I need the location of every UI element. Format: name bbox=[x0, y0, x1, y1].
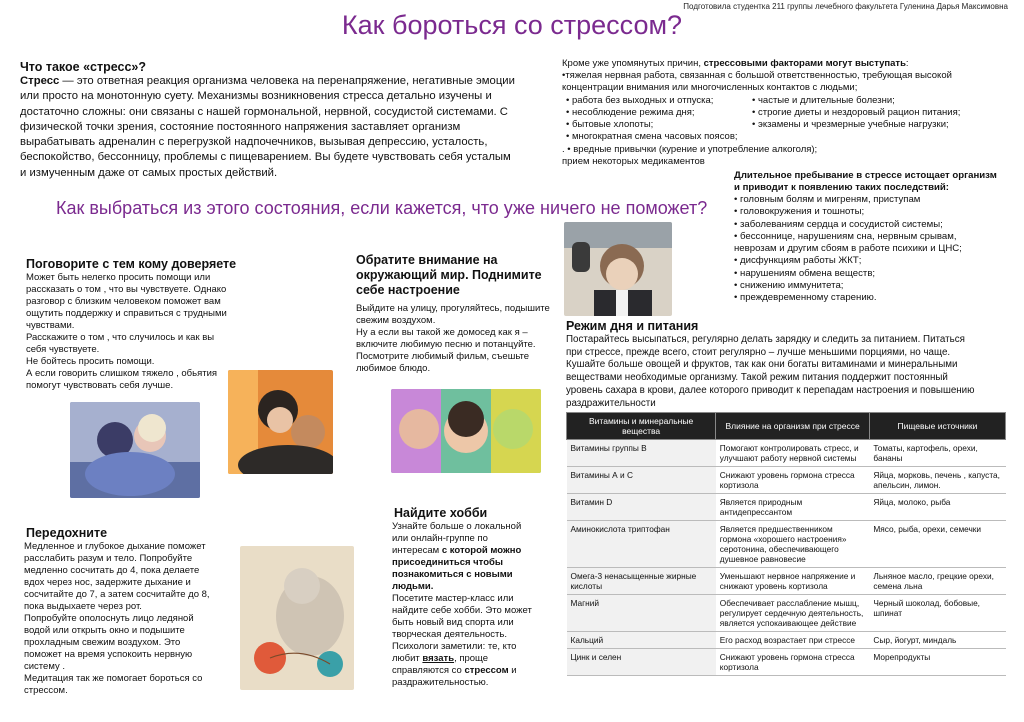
factors-col1 bbox=[566, 95, 756, 143]
table-row bbox=[567, 568, 1006, 595]
table-cell: Его расход возрастает при стрессе bbox=[716, 632, 870, 649]
table-cell: Обеспечивает расслабление мышц, регулирует сердечную деятельность, является успокаивающее действие bbox=[716, 595, 870, 632]
studio-photo-illustration bbox=[564, 222, 672, 316]
table-cell: Томаты, картофель, орехи, бананы bbox=[869, 440, 1005, 467]
studio-photo bbox=[564, 222, 672, 316]
consequence-item: • головным болям и мигреням, приступам bbox=[734, 194, 921, 205]
table-row bbox=[567, 440, 1006, 467]
hobby-text1-bold: с которой можно присоединиться чтобы познакомиться с новыми людьми. bbox=[392, 545, 522, 592]
consequence-item: • заболеваниям сердца и сосудистой системы; bbox=[734, 218, 943, 230]
factors-intro-bold: стрессовыми факторами могут выступать bbox=[703, 58, 906, 69]
hobby-text1: Узнайте больше о локальной или онлайн-группе по интересам bbox=[392, 521, 522, 556]
credit-line: Подготовила студентка 211 группы лечебного факультета Гуленина Дарья Максимовна bbox=[683, 2, 1008, 11]
talk-text: Может быть нелегко просить помощи или рассказать о том , что вы чувствуете. Однако разговор с близким человеком поможет вам ощутить поддержку и справиться с трудными чувствами. Расскажите о том , что случилось и как вы себя чувствуете. Не бойтесь просить помощи. А если говорить слишком тяжело , обьятия помогут чувствовать себя лучше. bbox=[26, 272, 227, 391]
factors-col2 bbox=[752, 95, 982, 131]
what-is-text bbox=[20, 74, 520, 181]
table-cell: Витамины А и С bbox=[567, 467, 716, 494]
stress-term: Стресс bbox=[20, 75, 60, 87]
factor-item: • экзамены и чрезмерные учебные нагрузки; bbox=[752, 119, 949, 130]
factor-item: • частые и длительные болезни; bbox=[752, 95, 895, 106]
consequence-item: • снижению иммунитета; bbox=[734, 280, 844, 292]
table-cell: Яйца, молоко, рыба bbox=[869, 494, 1005, 521]
routine-heading: Режим дня и питания bbox=[566, 319, 699, 333]
hug-photo-2-illustration bbox=[228, 370, 333, 474]
consequence-item: • преждевременному старению. bbox=[734, 292, 877, 304]
consequences-list bbox=[734, 194, 984, 305]
factors-last bbox=[562, 144, 962, 168]
consequence-item: • бессоннице, нарушениям сна, нервным срывам, неврозам и другим сбоям в работе психики и ЦНС; bbox=[734, 230, 962, 255]
consequence-item: • нарушениям обмена веществ; bbox=[734, 267, 876, 279]
table-header-cell: Витамины и минеральные вещества bbox=[567, 413, 716, 440]
hobby-heading: Найдите хобби bbox=[394, 506, 488, 520]
table-cell: Витамины группы В bbox=[567, 440, 716, 467]
table-cell: Омега-3 ненасыщенные жирные кислоты bbox=[567, 568, 716, 595]
table-row bbox=[567, 494, 1006, 521]
hug-photo-1 bbox=[70, 402, 200, 498]
factors-last1: . • вредные привычки (курение и употребление алкоголя); bbox=[562, 144, 818, 155]
hobby-text: Узнайте больше о локальной или онлайн-группе по интересам с которой можно присоединиться чтобы познакомиться с новыми людьми. Посетите мастер-класс или найдите себе хобби. Это может быть новый вид спорта или творческая деятельность. Психологи заметили: те, кто любит вязать, проще справляются со стрессом и раздражительностью. bbox=[392, 521, 532, 688]
page-title: Как бороться со стрессом? bbox=[341, 10, 683, 40]
routine-text: Постарайтесь высыпаться, регулярно делать зарядку и следить за питанием. Питаться при стрессе, прежде всего, стоит регулярно – лучше меньшими порциями, но чаще. Кушайте больше овощей и фруктов, так как они богаты витаминами и минеральными веществами необходимые организму. Такой режим питания поддержит постоянный уровень сахара в крови, далее которого приводит к перепадам настроения и повышению раздражительности bbox=[566, 334, 975, 409]
cat-painting bbox=[240, 546, 354, 690]
table-cell: Является предшественником гормона «хорошего настроения» серотонина, обеспечивающего душевное равновесие bbox=[716, 521, 870, 568]
rest-heading: Передохните bbox=[26, 526, 108, 540]
subtitle: Как выбраться из этого состояния, если кажется, что уже ничего не поможет? bbox=[56, 198, 708, 218]
table-cell: Магний bbox=[567, 595, 716, 632]
factors-last2: прием некоторых медикаментов bbox=[562, 156, 705, 167]
talk-heading: Поговорите с тем кому доверяете bbox=[26, 257, 237, 271]
colorful-photo-illustration bbox=[391, 389, 541, 473]
table-row bbox=[567, 521, 1006, 568]
table-cell: Кальций bbox=[567, 632, 716, 649]
table-cell: Сыр, йогурт, миндаль bbox=[869, 632, 1005, 649]
table-cell: Цинк и селен bbox=[567, 649, 716, 676]
table-cell: Морепродукты bbox=[869, 649, 1005, 676]
table-row bbox=[567, 467, 1006, 494]
factor-item: • многократная смена часовых поясов; bbox=[566, 131, 738, 142]
table-cell: Снижают уровень гормона стресса кортизола bbox=[716, 467, 870, 494]
table-cell: Льняное масло, грецкие орехи, семена льна bbox=[869, 568, 1005, 595]
table-cell: Витамин D bbox=[567, 494, 716, 521]
table-cell: Снижают уровень гормона стресса кортизола bbox=[716, 649, 870, 676]
table-cell: Яйца, морковь, печень , капуста, апельсин, лимон. bbox=[869, 467, 1005, 494]
factors-first: •тяжелая нервная работа, связанная с большой ответственностью, требующая высокой концентрации внимания или многочисленных контактов с людьми; bbox=[562, 70, 952, 93]
table-cell: Помогают контролировать стресс, и улучшают работу нервной системы bbox=[716, 440, 870, 467]
table-cell: Является природным антидепрессантом bbox=[716, 494, 870, 521]
table-row bbox=[567, 649, 1006, 676]
table-cell: Мясо, рыба, орехи, семечки bbox=[869, 521, 1005, 568]
factor-item: • работа без выходных и отпуска; bbox=[566, 95, 714, 106]
cat-painting-illustration bbox=[240, 546, 354, 690]
hobby-text2: Посетите мастер-класс или найдите себе хобби. Это может быть новый вид спорта или творческая деятельность. bbox=[392, 593, 532, 640]
factor-item: • бытовые хлопоты; bbox=[566, 119, 654, 130]
hobby-knit: вязать bbox=[422, 653, 455, 664]
what-is-heading: Что такое «стресс»? bbox=[20, 60, 147, 74]
consequence-item: • головокружения и тошноты; bbox=[734, 206, 865, 218]
table-cell: Черный шоколад, бобовые, шпинат bbox=[869, 595, 1005, 632]
table-header-cell: Влияние на организм при стрессе bbox=[716, 413, 870, 440]
table-row bbox=[567, 595, 1006, 632]
table-header-cell: Пищевые источники bbox=[869, 413, 1005, 440]
table-cell: Аминокислота триптофан bbox=[567, 521, 716, 568]
attention-heading: Обратите внимание на окружающий мир. Поднимите себе настроение bbox=[356, 253, 542, 297]
consequences-heading: Длительное пребывание в стрессе истощает организм и приводит к появлению таких последствий: bbox=[734, 170, 997, 193]
factor-item: • несоблюдение режима дня; bbox=[566, 107, 695, 118]
table-header-row bbox=[567, 413, 1006, 440]
what-is-body: — это ответная реакция организма человека на перенапряжение, негативные эмоции или просто на монотонную суету. Механизмы возникновения стресса детально изучены и достаточно сложны: они связаны с нашей гормональной, нервной, сосудистой системами. С физической точки зрения, состояние постоянного напряжения заставляет организм вырабатывать адреналин с перегрузкой надпочечников, вызывая депрессию, усталость, беспокойство, бессонницу, проблемы с пищеварением. Вы будете чувствовать себя усталым и измученным даже от самых простых действий. bbox=[20, 75, 515, 179]
rest-text: Медленное и глубокое дыхание поможет расслабить разум и тело. Попробуйте медленно сосчитать до 4, пока делаете вдох через нос, задержите дыхание и сосчитайте до 7, а затем сосчитайте до 8, пока выдыхаете через рот. Попробуйте ополоснуть лицо ледяной водой или открыть окно и подышите прохладным свежим воздухом. Это поможет на время успокоить нервную систему . Медитация так же помогает бороться со стрессом. bbox=[24, 541, 210, 696]
consequence-item: • дисфункциям работы ЖКТ; bbox=[734, 255, 862, 267]
factors-block bbox=[562, 58, 962, 94]
hobby-stress: стрессом bbox=[464, 665, 509, 676]
table-row bbox=[567, 632, 1006, 649]
hug-photo-2 bbox=[228, 370, 333, 474]
table-cell: Уменьшают нервное напряжение и снижают уровень кортизола bbox=[716, 568, 870, 595]
factors-intro: Кроме уже упомянутых причин, стрессовыми факторами могут выступать: bbox=[562, 58, 909, 69]
vitamins-table bbox=[566, 412, 1006, 676]
factor-item: • строгие диеты и нездоровый рацион питания; bbox=[752, 107, 961, 118]
hug-photo-1-illustration bbox=[70, 402, 200, 498]
table-body bbox=[567, 440, 1006, 676]
colorful-photo bbox=[391, 389, 541, 473]
attention-text: Выйдите на улицу, прогуляйтесь, подышите свежим воздухом. Ну а если вы такой же домосед как я – включите любимую песню и потанцуйте. Посмотрите любимый фильм, съешьте любимое блюдо. bbox=[356, 303, 550, 374]
